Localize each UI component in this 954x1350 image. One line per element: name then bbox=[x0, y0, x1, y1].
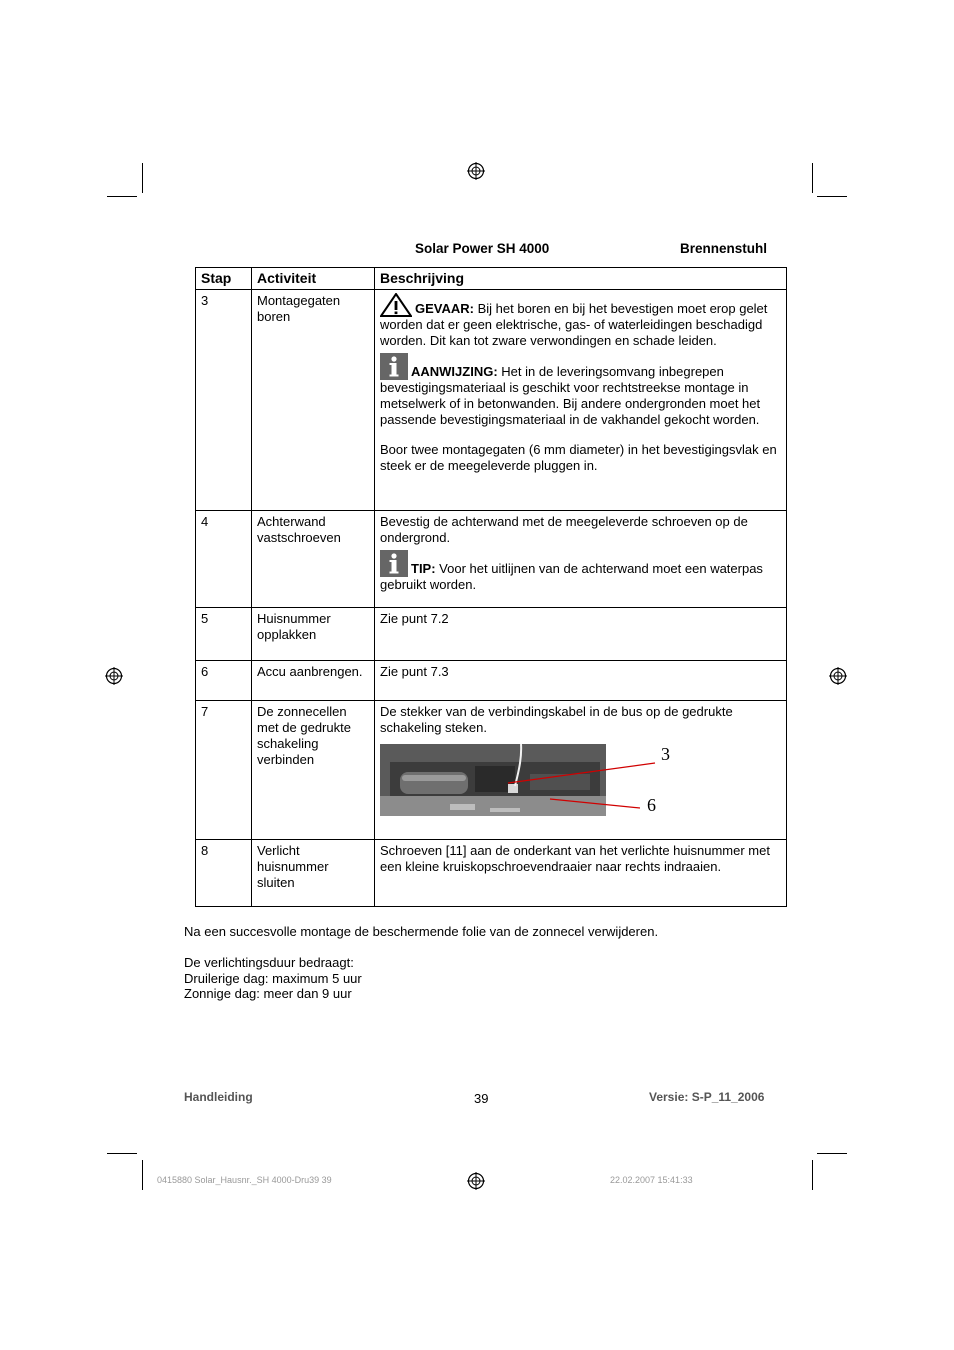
crop-mark bbox=[107, 196, 137, 197]
body-text: Na een succesvolle montage de beschermende folie van de zonnecel verwijderen. bbox=[184, 924, 659, 939]
warning-triangle-icon bbox=[380, 293, 412, 317]
body-text: De verlichtingsduur bedraagt: bbox=[184, 955, 354, 970]
callout-label: 3 bbox=[661, 744, 670, 764]
step-number: 8 bbox=[196, 840, 252, 907]
brand-name: Brennenstuhl bbox=[680, 241, 768, 256]
table-row bbox=[196, 661, 787, 701]
step-description bbox=[375, 701, 787, 840]
step-number: 6 bbox=[196, 661, 252, 701]
step-number: 5 bbox=[196, 608, 252, 661]
step-instruction: Boor twee montagegaten (6 mm diameter) in het bevestigingsvlak en steek er de meegeleverde pluggen in. bbox=[380, 442, 777, 473]
footer-right: Versie: S-P_11_2006 bbox=[649, 1090, 765, 1104]
table-row bbox=[196, 840, 787, 907]
table-row bbox=[196, 608, 787, 661]
registration-mark-icon bbox=[105, 667, 123, 685]
step-activity: Verlicht huisnummer sluiten bbox=[252, 840, 375, 907]
registration-mark-icon bbox=[829, 667, 847, 685]
crop-mark bbox=[142, 1160, 143, 1190]
body-text: Druilerige dag: maximum 5 uur bbox=[184, 971, 362, 986]
print-slug-right: 22.02.2007 15:41:33 bbox=[610, 1175, 693, 1185]
step-activity: Montagegaten boren bbox=[252, 290, 375, 511]
step-number: 7 bbox=[196, 701, 252, 840]
steps-table bbox=[195, 267, 787, 907]
step-description bbox=[375, 290, 787, 511]
step-description: Zie punt 7.2 bbox=[375, 608, 787, 661]
warning-text: Bij het boren en bij het bevestigen moet erop gelet worden dat er geen elektrische, gas- of waterleidingen beschadigd worden. Dit kan tot zware verwondingen en schade leiden. bbox=[380, 301, 768, 348]
table-row bbox=[196, 511, 787, 608]
info-icon bbox=[380, 550, 408, 577]
warning-note bbox=[380, 293, 781, 349]
step-description: Schroeven [11] aan de onderkant van het verlichte huisnummer met een kleine kruiskopschroevendraaier naar rechts indraaien. bbox=[375, 840, 787, 907]
column-header-activity: Activiteit bbox=[252, 268, 375, 290]
tip-label: TIP: bbox=[411, 561, 436, 576]
registration-mark-icon bbox=[467, 1172, 485, 1190]
registration-mark-icon bbox=[467, 162, 485, 180]
step-description bbox=[375, 511, 787, 608]
crop-mark bbox=[817, 196, 847, 197]
step-instruction: Bevestig de achterwand met de meegeleverde schroeven op de ondergrond. bbox=[380, 514, 748, 545]
crop-mark bbox=[812, 163, 813, 193]
column-header-description: Beschrijving bbox=[375, 268, 787, 290]
hint-label: AANWIJZING: bbox=[411, 364, 498, 379]
callout-label: 6 bbox=[647, 795, 656, 815]
step-activity: Accu aanbrengen. bbox=[252, 661, 375, 701]
step-number: 4 bbox=[196, 511, 252, 608]
column-header-step: Stap bbox=[196, 268, 252, 290]
hint-note bbox=[380, 353, 781, 428]
step-number: 3 bbox=[196, 290, 252, 511]
product-title: Solar Power SH 4000 bbox=[415, 241, 550, 256]
table-header-row bbox=[196, 268, 787, 290]
crop-mark bbox=[142, 163, 143, 193]
crop-mark bbox=[817, 1153, 847, 1154]
page-number: 39 bbox=[474, 1091, 489, 1106]
table-row bbox=[196, 701, 787, 840]
table-row bbox=[196, 290, 787, 511]
body-text: Zonnige dag: meer dan 9 uur bbox=[184, 986, 352, 1001]
crop-mark bbox=[812, 1160, 813, 1190]
warning-label: GEVAAR: bbox=[415, 301, 474, 316]
step-description: Zie punt 7.3 bbox=[375, 661, 787, 701]
print-slug-left: 0415880 Solar_Hausnr._SH 4000-Dru39 39 bbox=[157, 1175, 332, 1185]
step-activity: Achterwand vastschroeven bbox=[252, 511, 375, 608]
crop-mark bbox=[107, 1153, 137, 1154]
hint-text: Het in de leveringsomvang inbegrepen bevestigingsmateriaal is geschikt voor rechtstreekse montage in metselwerk of in betonwanden. Bij andere ondergronden moet het passende bevestigingsmateriaal in de vakhandel gekocht worden. bbox=[380, 364, 761, 427]
info-icon bbox=[380, 353, 408, 380]
tip-text: Voor het uitlijnen van de achterwand moet een waterpas gebruikt worden. bbox=[380, 561, 763, 592]
step-activity: De zonnecellen met de gedrukte schakeling verbinden bbox=[252, 701, 375, 840]
footer-left: Handleiding bbox=[184, 1090, 253, 1104]
step-activity: Huisnummer opplakken bbox=[252, 608, 375, 661]
tip-note bbox=[380, 550, 781, 593]
step-instruction: De stekker van de verbindingskabel in de bus op de gedrukte schakeling steken. bbox=[380, 704, 733, 735]
